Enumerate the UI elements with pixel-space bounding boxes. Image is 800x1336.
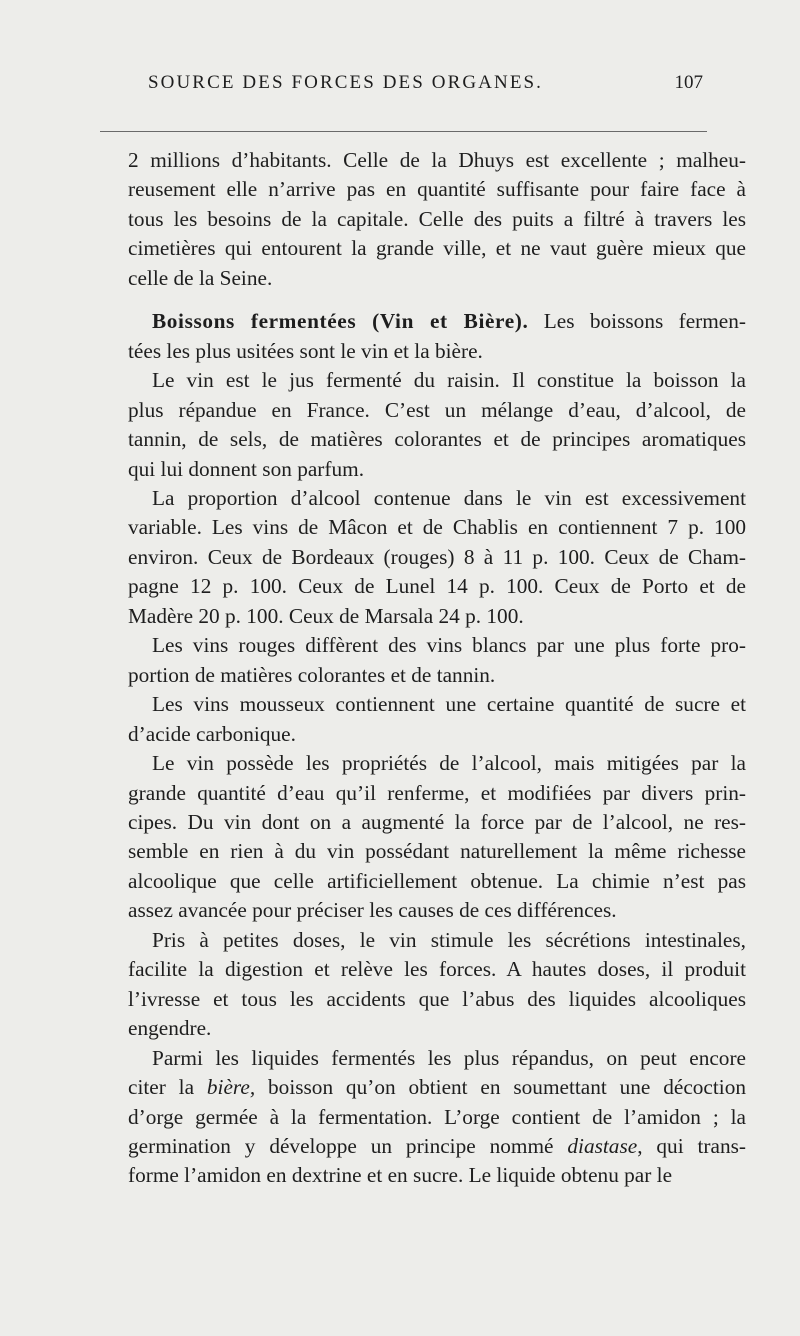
paragraph-red-wines (128, 631, 746, 690)
text-line: grande quantité d’eau qu’il renferme, et modifiées par divers prin- (128, 780, 746, 805)
paragraph-wine (128, 366, 746, 484)
text-line: d’orge germée à la fermentation. L’orge contient de l’amidon ; la (128, 1104, 746, 1129)
text-line: Parmi les liquides fermentés les plus répandus, on peut encore (152, 1045, 746, 1070)
text-line: tées les plus usitées sont le vin et la bière. (128, 338, 483, 363)
text-fragment: Les boissons fermen- (543, 309, 747, 334)
text-fragment: , qui trans- (637, 1133, 746, 1158)
section-heading: Boissons fermentées (Vin et Bière). (152, 309, 529, 334)
body-text (128, 146, 746, 1191)
paragraph-sparkling-wines (128, 690, 746, 749)
text-fragment: citer la (128, 1075, 195, 1100)
text-line: variable. Les vins de Mâcon et de Chablis en contiennent 7 p. 100 (128, 515, 746, 540)
text-line: l’ivresse et tous les accidents que l’abus des liquides alcooliques (128, 986, 746, 1011)
paragraph-wine-properties (128, 749, 746, 926)
section-gap (128, 293, 746, 307)
text-line: facilite la digestion et relève les forces. A hautes doses, il produit (128, 957, 746, 982)
text-line: alcoolique que celle artificiellement obtenue. La chimie n’est pas (128, 868, 746, 893)
text-line: qui lui donnent son parfum. (128, 456, 365, 481)
text-fragment: boisson qu’on obtient en soumettant une décoction (268, 1075, 747, 1100)
text-line: 2 millions d’habitants. Celle de la Dhuys est excellente ; malheu- (128, 148, 746, 172)
text-line: Le vin est le jus fermenté du raisin. Il constitue la boisson la (152, 368, 746, 393)
running-title: SOURCE DES FORCES DES ORGANES. (148, 72, 544, 93)
paragraph-fermented-drinks (128, 307, 746, 366)
text-line (128, 1073, 746, 1102)
page-number: 107 (674, 72, 703, 93)
text-line: plus répandue en France. C’est un mélange d’eau, d’alcool, de (128, 397, 746, 422)
paragraph-alcohol-proportion (128, 484, 746, 631)
paragraph-beer (128, 1044, 746, 1191)
text-line: Madère 20 p. 100. Ceux de Marsala 24 p. 100. (128, 603, 524, 628)
text-line: pagne 12 p. 100. Ceux de Lunel 14 p. 100. Ceux de Porto et de (128, 574, 746, 599)
text-line: celle de la Seine. (128, 265, 273, 290)
text-line: engendre. (128, 1016, 212, 1041)
text-line: reusement elle n’arrive pas en quantité suffisante pour faire face à (128, 177, 746, 202)
text-line: forme l’amidon en dextrine et en sucre. Le liquide obtenu par le (128, 1163, 673, 1188)
text-line: environ. Ceux de Bordeaux (rouges) 8 à 11 p. 100. Ceux de Cham- (128, 544, 746, 569)
text-line (128, 307, 746, 336)
text-line: Pris à petites doses, le vin stimule les sécrétions intestinales, (152, 927, 746, 952)
text-line (128, 1132, 746, 1161)
text-line: Les vins rouges diffèrent des vins blancs par une plus forte pro- (152, 633, 746, 658)
text-line: cimetières qui entourent la grande ville, et ne vaut guère mieux que (128, 236, 746, 261)
text-line: tannin, de sels, de matières colorantes et de principes aromatiques (128, 427, 746, 452)
text-line: d’acide carbonique. (128, 721, 296, 746)
text-line: La proportion d’alcool contenue dans le vin est excessivement (152, 485, 746, 510)
text-line: tous les besoins de la capitale. Celle des puits a filtré à travers les (128, 206, 746, 231)
header-rule (100, 131, 707, 132)
italic-term: bière, (206, 1075, 256, 1100)
text-line: portion de matières colorantes et de tannin. (128, 662, 496, 687)
text-line: semble en rien à du vin possédant naturellement la même richesse (128, 839, 746, 864)
paragraph-water (128, 146, 746, 293)
text-line: Les vins mousseux contiennent une certaine quantité de sucre et (152, 692, 746, 717)
text-line: cipes. Du vin dont on a augmenté la force par de l’alcool, ne res- (128, 809, 746, 834)
text-line: Le vin possède les propriétés de l’alcool, mais mitigées par la (152, 751, 746, 776)
paragraph-doses (128, 926, 746, 1044)
text-line: assez avancée pour préciser les causes de ces différences. (128, 898, 617, 923)
text-fragment: germination y développe un principe nommé (128, 1133, 554, 1158)
italic-term: diastase (567, 1133, 638, 1158)
page-header (148, 72, 703, 112)
